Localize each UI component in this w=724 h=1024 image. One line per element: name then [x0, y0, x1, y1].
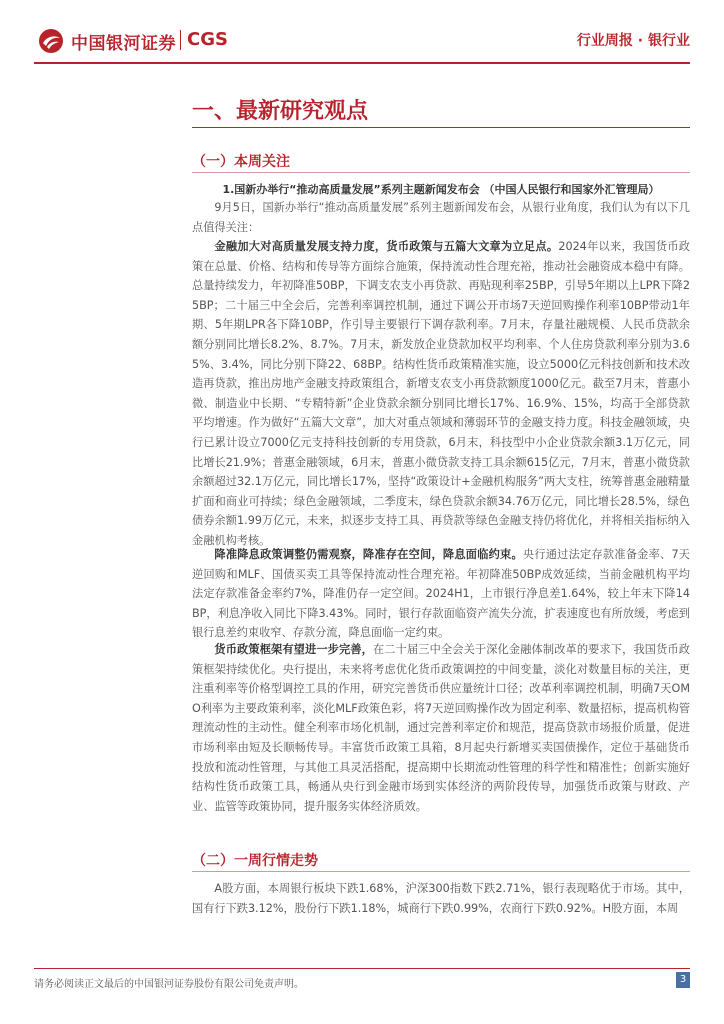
page-header [0, 0, 724, 70]
body-paragraph [192, 198, 690, 237]
subsection-title-market: （二）一周行情走势 [192, 853, 318, 869]
paragraph-lead: 降准降息政策调整仍需观察，降准存在空间，降息面临约束。 [214, 548, 523, 561]
galaxy-logo-icon [38, 28, 64, 54]
paragraph-text: 2024年以来，我国货币政策在总量、价格、结构和传导等方面综合施策，保持流动性合理充裕，推动社会融资成本稳中有降。总量持续发力，年初降准50BP，下调支农支小再贷款、再贴现利率25BP，引导5年期以上LPR下降25BP；二十届三中全会后，完善利率调控机制，通过下调公开市场7天逆回购操作利率10BP带动1年期、5年期LPR各下降10BP，作引导主要银行下调存款利率。7月末，存量社融规模、人民币贷款余额分别同比增长8.2%、8.7%。7月末，新发放企业贷款加权平均利率、个人住房贷款利率分别为3.65%、3.4%，同比分别下降22、68BP。结构性货币政策精准实施，设立5000亿元科技创新和技术改造再贷款，推出房地产金融支持政策组合，新增支农支小再贷款额度1000亿元。截至7月末，普惠小微、制造业中长期、“专精特新”企业贷款余额分别同比增长17%、16.9%、15%，均高于全部贷款平均增速。作为做好“五篇大文章”，加大对重点领域和薄弱环节的金融支持力度。科技金融领域，央行已累计设立7000亿元支持科技创新的专用贷款，6月末，科技型中小企业贷款余额3.1万亿元，同比增长21.9%；普惠金融领域，6月末，普惠小微贷款支持工具余额615亿元，7月末，普惠小微贷款余额超过32.1万亿元，同比增长17%，坚持“政策设计+金融机构服务”两大支柱，统筹普惠金融精量扩面和商业可持续；绿色金融领域，二季度末，绿色贷款余额34.76万亿元，同比增长28.5%，绿色债券余额1.99万亿元，未来，拟逐步支持工具、再贷款等绿色金融支持仍将优化，并将相关指标纳入金融机构考核。 [192, 240, 690, 547]
subsection-focus-divider [192, 172, 690, 173]
paragraph-text: 央行通过法定存款准备金率、7天逆回购和MLF、国债买卖工具等保持流动性合理充裕。年初降准50BP成效延续，当前金融机构平均法定存款准备金率约7%，降准仍存一定空间。2024H1，上市银行净息差1.64%，较上年末下降14BP，利息净收入同比下降3.43%。同时，银行存款面临资产流失分流，扩表速度也有所放缓，考虑到银行息差约束收窄、存款分流，降息面临一定约束。 [192, 548, 690, 640]
header-divider [34, 62, 690, 64]
paragraph-text: A股方面，本周银行板块下跌1.68%，沪深300指数下跌2.71%，银行表现略优于市场。其中，国有行下跌3.12%，股份行下跌1.18%，城商行下跌0.99%，农商行下跌0.92%。H股方面，本周 [192, 882, 690, 915]
paragraph-lead: 金融加大对高质量发展支持力度，货币政策与五篇大文章为立足点。 [214, 240, 559, 253]
paragraph-text: 在二十届三中全会关于深化金融体制改革的要求下，我国货币政策框架持续优化。央行提出，未来将考虑优化货币政策调控的中间变量，淡化对数量目标的关注，更注重利率等价格型调控工具的作用，研究完善货币供应量统计口径；改革利率调控机制，明确7天OMO利率为主要政策利率，淡化MLF政策色彩，将7天逆回购操作改为固定利率、数量招标，提高机构管理流动性的主动性。健全利率市场化机制，通过完善利率定价和规范，提高贷款市场报价质量，促进市场利率由短及长顺畅传导。丰富货币政策工具箱，8月起央行新增买卖国债操作，定位于基础货币投放和流动性管理，与其他工具灵活搭配，提高期中长期流动性管理的科学性和精准性；创新实施好结构性货币政策工具，畅通从央行到金融市场到实体经济的两阶段传导，加强货币政策与财政、产业、监管等政策协同，提升服务实体经济质效。 [192, 643, 690, 813]
logo-chinese-name: 中国银河证券 [71, 34, 176, 54]
paragraph-text: 9月5日，国新办举行“推动高质量发展”系列主题新闻发布会，从银行业角度，我们认为有以下几点值得关注： [192, 201, 690, 234]
footer-divider [34, 968, 690, 969]
body-paragraph [192, 545, 690, 643]
report-type-label: 行业周报 · 银行业 [576, 33, 690, 49]
section-title-divider [192, 127, 690, 128]
logo-divider [180, 30, 181, 50]
page-number: 3 [676, 972, 690, 988]
subsection-market-divider [192, 871, 690, 872]
body-paragraph [192, 879, 690, 918]
paragraph-lead: 货币政策框架有望进一步完善， [214, 643, 373, 656]
body-paragraph [192, 237, 690, 551]
subsection-title-focus: （一）本周关注 [192, 154, 290, 170]
topic-heading: 1.国新办举行“推动高质量发展”系列主题新闻发布会 （中国人民银行和国家外汇管理局） [222, 183, 660, 196]
section-title: 一、最新研究观点 [192, 98, 369, 124]
footer-disclaimer: 请务必阅读正文最后的中国银河证券股份有限公司免责声明。 [34, 979, 304, 990]
logo-english-name: CGS [187, 29, 228, 50]
body-paragraph [192, 640, 690, 816]
